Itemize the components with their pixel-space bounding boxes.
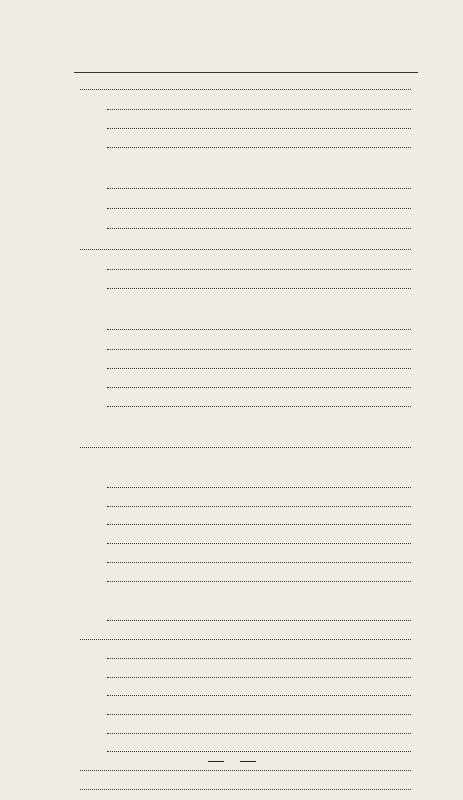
dot-leader bbox=[107, 128, 411, 129]
toc-entry bbox=[104, 699, 444, 719]
dot-leader bbox=[107, 658, 411, 659]
toc-entry bbox=[104, 254, 444, 274]
toc-entry bbox=[104, 193, 444, 213]
dot-leader bbox=[107, 228, 411, 229]
dot-leader bbox=[107, 349, 411, 350]
dot-leader bbox=[107, 208, 411, 209]
toc-entry bbox=[104, 547, 444, 567]
toc-entry bbox=[104, 213, 444, 233]
toc-entry bbox=[104, 566, 444, 586]
folio-dash-right bbox=[240, 761, 256, 762]
dot-leader bbox=[80, 639, 411, 640]
dot-leader bbox=[107, 751, 411, 752]
toc-entry bbox=[104, 314, 444, 334]
dot-leader bbox=[107, 714, 411, 715]
toc-entry bbox=[104, 662, 444, 682]
toc-entry bbox=[77, 755, 444, 775]
toc-entry bbox=[104, 132, 444, 152]
dot-leader bbox=[107, 562, 411, 563]
dot-leader bbox=[80, 447, 411, 448]
page-folio bbox=[0, 761, 463, 762]
toc-entry bbox=[104, 680, 444, 700]
dot-leader bbox=[107, 487, 411, 488]
toc-entry bbox=[77, 74, 444, 94]
dot-leader bbox=[107, 733, 411, 734]
toc-entry bbox=[77, 234, 444, 254]
dot-leader bbox=[107, 188, 411, 189]
toc-entry bbox=[104, 334, 444, 354]
dot-leader bbox=[107, 677, 411, 678]
toc-entry bbox=[104, 736, 444, 756]
dot-leader bbox=[107, 368, 411, 369]
dot-leader bbox=[107, 620, 411, 621]
toc-entry bbox=[104, 643, 444, 663]
dot-leader bbox=[80, 789, 411, 790]
toc-entry bbox=[104, 528, 444, 548]
toc-entry bbox=[77, 432, 444, 452]
toc-entry bbox=[104, 605, 444, 625]
dot-leader bbox=[107, 329, 411, 330]
toc-entry bbox=[77, 774, 444, 794]
dot-leader bbox=[107, 387, 411, 388]
toc-entry bbox=[104, 391, 444, 411]
toc-entry bbox=[104, 372, 444, 392]
toc-entry bbox=[104, 94, 444, 114]
dot-leader bbox=[107, 695, 411, 696]
dot-leader bbox=[107, 288, 411, 289]
toc-entry bbox=[104, 273, 444, 293]
folio-dash-left bbox=[208, 761, 224, 762]
dot-leader bbox=[80, 89, 411, 90]
toc-entry bbox=[104, 353, 444, 373]
toc-entry bbox=[104, 491, 444, 511]
dot-leader bbox=[107, 109, 411, 110]
dot-leader bbox=[107, 543, 411, 544]
dot-leader bbox=[80, 770, 411, 771]
toc-entry bbox=[77, 624, 444, 644]
dot-leader bbox=[107, 506, 411, 507]
toc-entry bbox=[104, 718, 444, 738]
dot-leader bbox=[107, 269, 411, 270]
dot-leader bbox=[107, 147, 411, 148]
dot-leader bbox=[107, 524, 411, 525]
toc-entry bbox=[104, 173, 444, 193]
toc-entry bbox=[104, 472, 444, 492]
dot-leader bbox=[107, 581, 411, 582]
dot-leader bbox=[107, 406, 411, 407]
toc-entry bbox=[104, 113, 444, 133]
running-head-rule bbox=[74, 72, 418, 73]
toc-entry bbox=[104, 509, 444, 529]
dot-leader bbox=[80, 249, 411, 250]
